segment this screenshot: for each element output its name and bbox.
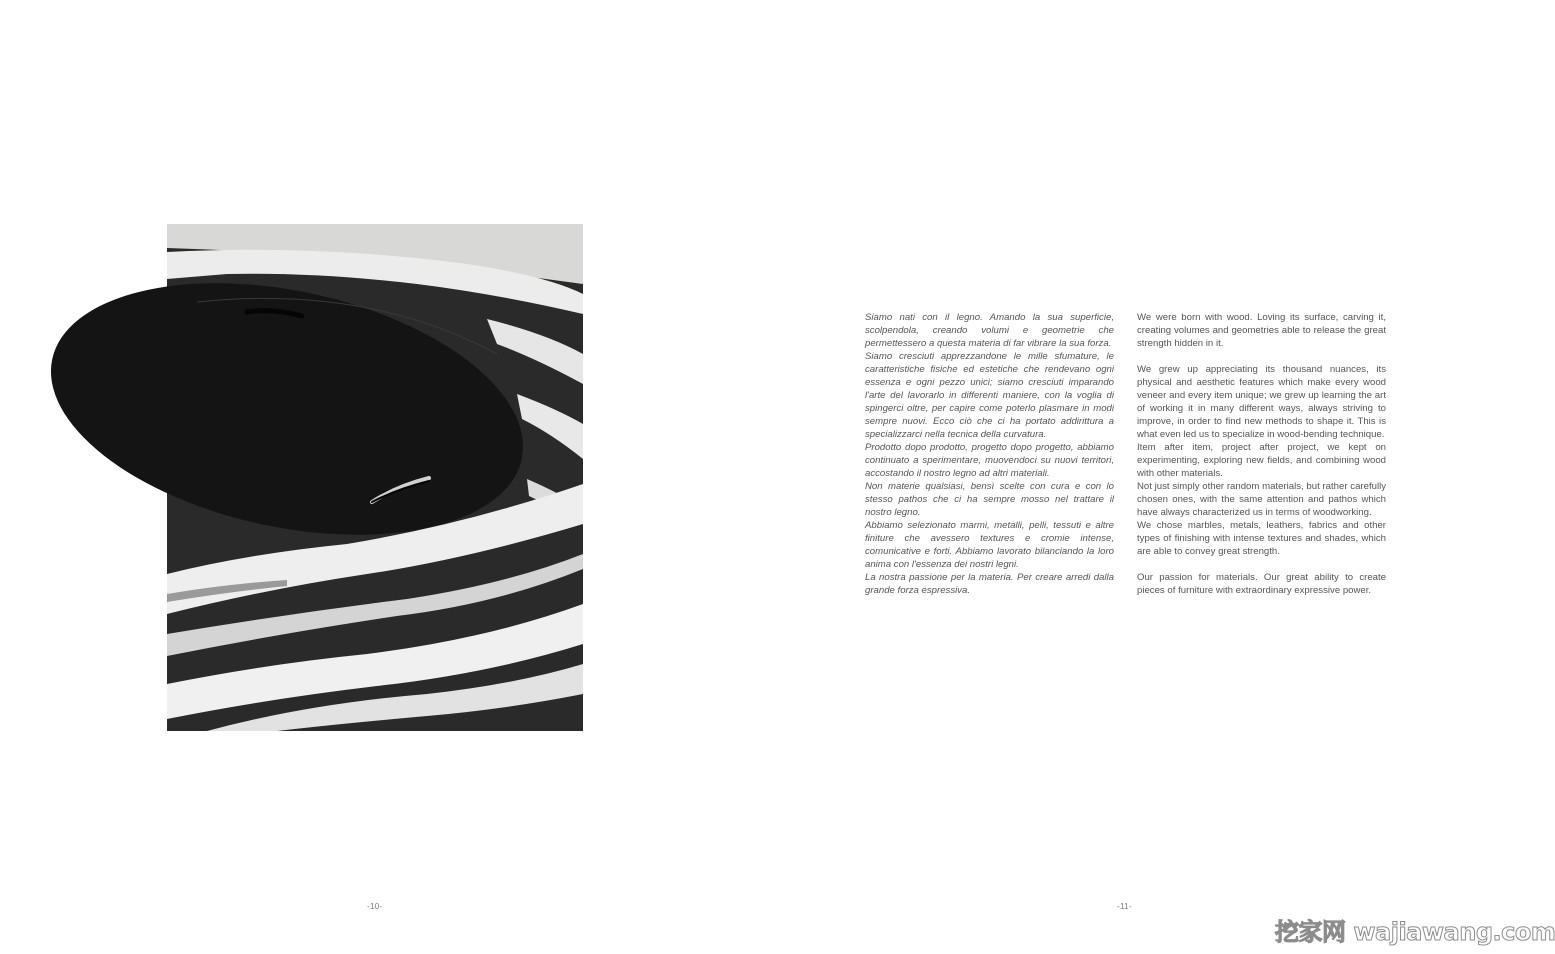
english-paragraph: We chose marbles, metals, leathers, fabrics and other types of finishing with intense textures and shades, which are able to convey great strength.	[1137, 520, 1386, 557]
italian-paragraph: Prodotto dopo prodotto, progetto dopo progetto, abbiamo continuato a sperimentare, muovendoci su nuovi territori, accostando il nostro legno ad altri materiali.	[865, 442, 1114, 479]
english-paragraph: Our passion for materials. Our great ability to create pieces of furniture with extraordinary expressive power.	[1137, 572, 1386, 596]
english-paragraph: Not just simply other random materials, but rather carefully chosen ones, with the same attention and pathos which have always characterized us in terms of woodworking.	[1137, 481, 1386, 518]
marble-table-photo	[167, 224, 583, 731]
italian-paragraph: Non materie qualsiasi, bensì scelte con cura e con lo stesso pathos che ci ha sempre mosso nel trattare il nostro legno.	[865, 481, 1114, 518]
english-paragraph: We were born with wood. Loving its surface, carving it, creating volumes and geometries able to release the great strength hidden in it.	[1137, 312, 1386, 349]
italian-paragraph: La nostra passione per la materia. Per creare arredi dalla grande forza espressiva.	[865, 572, 1114, 596]
italian-text-column	[865, 311, 1114, 597]
english-paragraph: We grew up appreciating its thousand nuances, its physical and aesthetic features which make every wood veneer and every item unique; we grew up learning the art of working it in many different ways, always striving to improve, in order to find new methods to shape it. This is what even led us to specialize in wood-bending technique.	[1137, 364, 1386, 440]
page-number-left: -10-	[367, 902, 383, 911]
italian-paragraph: Siamo cresciuti apprezzandone le mille sfumature, le caratteristiche fisiche ed estetiche che rendevano ogni essenza e ogni pezzo unici; siamo cresciuti imparando l'arte del lavorarlo in differenti maniere, con la voglia di spingerci oltre, per capire come poterlo plasmare in modi sempre nuovi. Ecco ciò che ci ha portato addirittura a specializzarci nella tecnica della curvatura.	[865, 351, 1114, 440]
english-text-column	[1137, 311, 1386, 597]
page-number-right: -11-	[1117, 902, 1132, 911]
italian-paragraph: Abbiamo selezionato marmi, metalli, pelli, tessuti e altre finiture che avessero textures e cromie intense, comunicative e forti. Abbiamo lavorato bilanciando la loro anima con l'essenza dei nostri legni.	[865, 520, 1114, 570]
english-paragraph: Item after item, project after project, we kept on experimenting, exploring new fields, and combining wood with other materials.	[1137, 442, 1386, 479]
site-watermark: 挖家网 wajiawang.com	[1275, 918, 1555, 946]
italian-paragraph: Siamo nati con il legno. Amando la sua superficie, scolpendola, creando volumi e geometrie che permettessero a questa materia di far vibrare la sua forza.	[865, 312, 1114, 349]
